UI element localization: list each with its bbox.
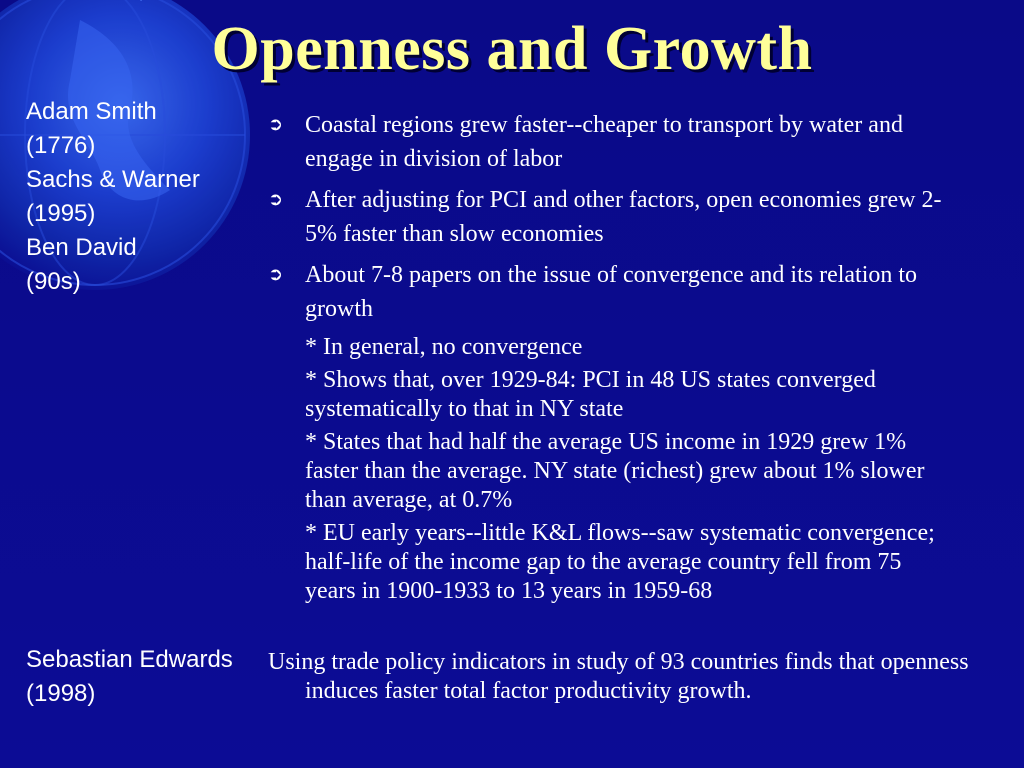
author-name: Sebastian Edwards (26, 646, 233, 673)
author-year: (90s) (26, 268, 81, 295)
sub-point: * States that had half the average US income in 1929 grew 1% faster than the average. NY state (richest) grew about 1% slower than average, at 0.7% (305, 429, 925, 513)
final-paragraph: Using trade policy indicators in study of 93 countries finds that openness induces faster total factor productivity growth. (268, 649, 969, 704)
author-year: (1995) (26, 200, 96, 227)
arrow-bullet-icon: ➲ (268, 264, 284, 285)
arrow-bullet-icon: ➲ (268, 189, 284, 210)
author-list-bottom (26, 643, 286, 711)
bullet-text: Coastal regions grew faster--cheaper to transport by water and engage in division of labor (305, 112, 903, 172)
author-year: (1776) (26, 132, 96, 159)
bullet-text: After adjusting for PCI and other factors, open economies grew 2-5% faster than slow economies (305, 187, 942, 247)
sub-point: * Shows that, over 1929-84: PCI in 48 US states converged systematically to that in NY state (305, 367, 876, 422)
bullet-content (268, 108, 948, 610)
author-year: (1998) (26, 680, 96, 707)
author-name: Ben David (26, 234, 137, 261)
arrow-bullet-icon: ➲ (268, 114, 284, 135)
slide-title: Openness and Growth (211, 15, 813, 83)
author-name: Adam Smith (26, 98, 157, 125)
author-name: Sachs & Warner (26, 166, 200, 193)
sub-point: * In general, no convergence (305, 334, 583, 360)
bullet-item (268, 183, 948, 251)
bullet-text: About 7-8 papers on the issue of convergence and its relation to growth (305, 262, 918, 322)
bullet-item (268, 258, 948, 326)
author-list (26, 95, 266, 299)
sub-point: * EU early years--little K&L flows--saw systematic convergence; half-life of the income gap to the average country fell from 75 years in 1900-1933 to 13 years in 1959-68 (305, 520, 935, 604)
bullet-item (268, 108, 948, 176)
